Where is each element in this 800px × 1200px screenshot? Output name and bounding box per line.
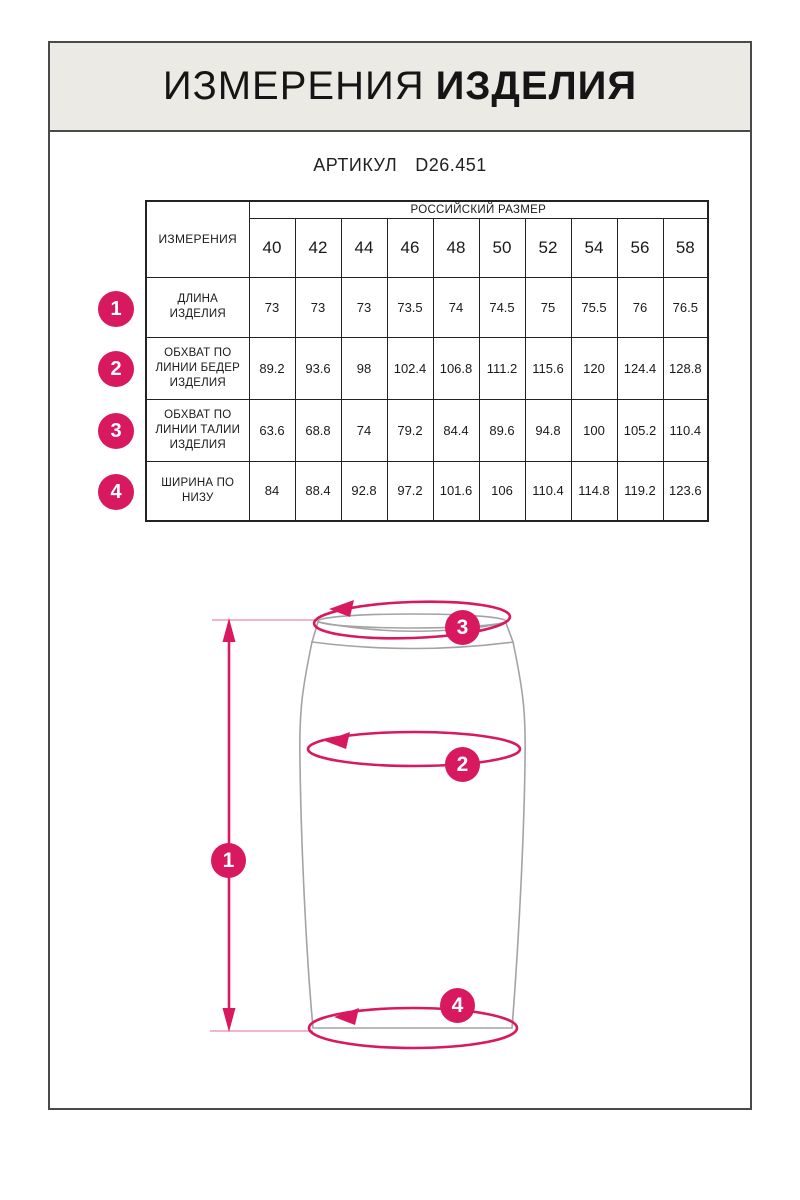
value-cell: 75.5 [571, 277, 617, 337]
article-label: АРТИКУЛ [313, 155, 398, 175]
article-value: D26.451 [415, 155, 487, 175]
size-col-header: 58 [663, 218, 708, 277]
value-cell: 115.6 [525, 337, 571, 399]
row-number-badge-1: 1 [98, 291, 134, 327]
page-title-regular: ИЗМЕРЕНИЯ [162, 64, 425, 108]
value-cell: 73 [341, 277, 387, 337]
size-col-header: 44 [341, 218, 387, 277]
value-cell: 84.4 [433, 399, 479, 461]
page-title-bold: ИЗДЕЛИЯ [435, 64, 638, 108]
row-number-badge-3: 3 [98, 413, 134, 449]
value-cell: 100 [571, 399, 617, 461]
value-cell: 79.2 [387, 399, 433, 461]
row-label: ДЛИНА ИЗДЕЛИЯ [146, 277, 249, 337]
row-number-badge-4: 4 [98, 474, 134, 510]
value-cell: 75 [525, 277, 571, 337]
value-cell: 63.6 [249, 399, 295, 461]
skirt-waistband-bottom [312, 642, 513, 649]
value-cell: 119.2 [617, 461, 663, 521]
value-cell: 73 [295, 277, 341, 337]
diagram-badge-hips: 2 [445, 747, 480, 782]
hip-girth-arrowhead [325, 732, 350, 749]
size-col-header: 56 [617, 218, 663, 277]
value-cell: 68.8 [295, 399, 341, 461]
value-cell: 102.4 [387, 337, 433, 399]
size-col-header: 48 [433, 218, 479, 277]
value-cell: 124.4 [617, 337, 663, 399]
value-cell: 94.8 [525, 399, 571, 461]
value-cell: 89.6 [479, 399, 525, 461]
value-cell: 76 [617, 277, 663, 337]
size-col-header: 52 [525, 218, 571, 277]
value-cell: 93.6 [295, 337, 341, 399]
value-cell: 110.4 [663, 399, 708, 461]
size-col-header: 42 [295, 218, 341, 277]
value-cell: 98 [341, 337, 387, 399]
value-cell: 105.2 [617, 399, 663, 461]
length-arrowhead-top [223, 618, 236, 642]
row-label: ОБХВАТ ПО ЛИНИИ ТАЛИИ ИЗДЕЛИЯ [146, 399, 249, 461]
hem-width-arrowhead [334, 1008, 359, 1025]
value-cell: 73 [249, 277, 295, 337]
skirt-side-right [512, 642, 525, 1028]
size-group-header: РОССИЙСКИЙ РАЗМЕР [249, 201, 708, 218]
value-cell: 74.5 [479, 277, 525, 337]
size-col-header: 54 [571, 218, 617, 277]
waist-girth-arrowhead [329, 600, 354, 617]
row-label: ОБХВАТ ПО ЛИНИИ БЕДЕР ИЗДЕЛИЯ [146, 337, 249, 399]
value-cell: 114.8 [571, 461, 617, 521]
row-number-badge-2: 2 [98, 351, 134, 387]
size-col-header: 46 [387, 218, 433, 277]
size-col-header: 40 [249, 218, 295, 277]
measurements-column-header: ИЗМЕРЕНИЯ [146, 201, 249, 277]
value-cell: 73.5 [387, 277, 433, 337]
skirt-side-left [300, 642, 313, 1028]
value-cell: 128.8 [663, 337, 708, 399]
diagram-badge-waist: 3 [445, 610, 480, 645]
row-label: ШИРИНА ПО НИЗУ [146, 461, 249, 521]
diagram-badge-hem: 4 [440, 988, 475, 1023]
value-cell: 84 [249, 461, 295, 521]
value-cell: 74 [341, 399, 387, 461]
length-arrowhead-bottom [223, 1008, 236, 1032]
size-col-header: 50 [479, 218, 525, 277]
value-cell: 111.2 [479, 337, 525, 399]
value-cell: 89.2 [249, 337, 295, 399]
value-cell: 101.6 [433, 461, 479, 521]
value-cell: 123.6 [663, 461, 708, 521]
value-cell: 110.4 [525, 461, 571, 521]
value-cell: 92.8 [341, 461, 387, 521]
value-cell: 106 [479, 461, 525, 521]
value-cell: 74 [433, 277, 479, 337]
diagram-badge-length: 1 [211, 843, 246, 878]
value-cell: 88.4 [295, 461, 341, 521]
skirt-waistband-right [506, 623, 513, 642]
value-cell: 106.8 [433, 337, 479, 399]
value-cell: 76.5 [663, 277, 708, 337]
value-cell: 120 [571, 337, 617, 399]
value-cell: 97.2 [387, 461, 433, 521]
